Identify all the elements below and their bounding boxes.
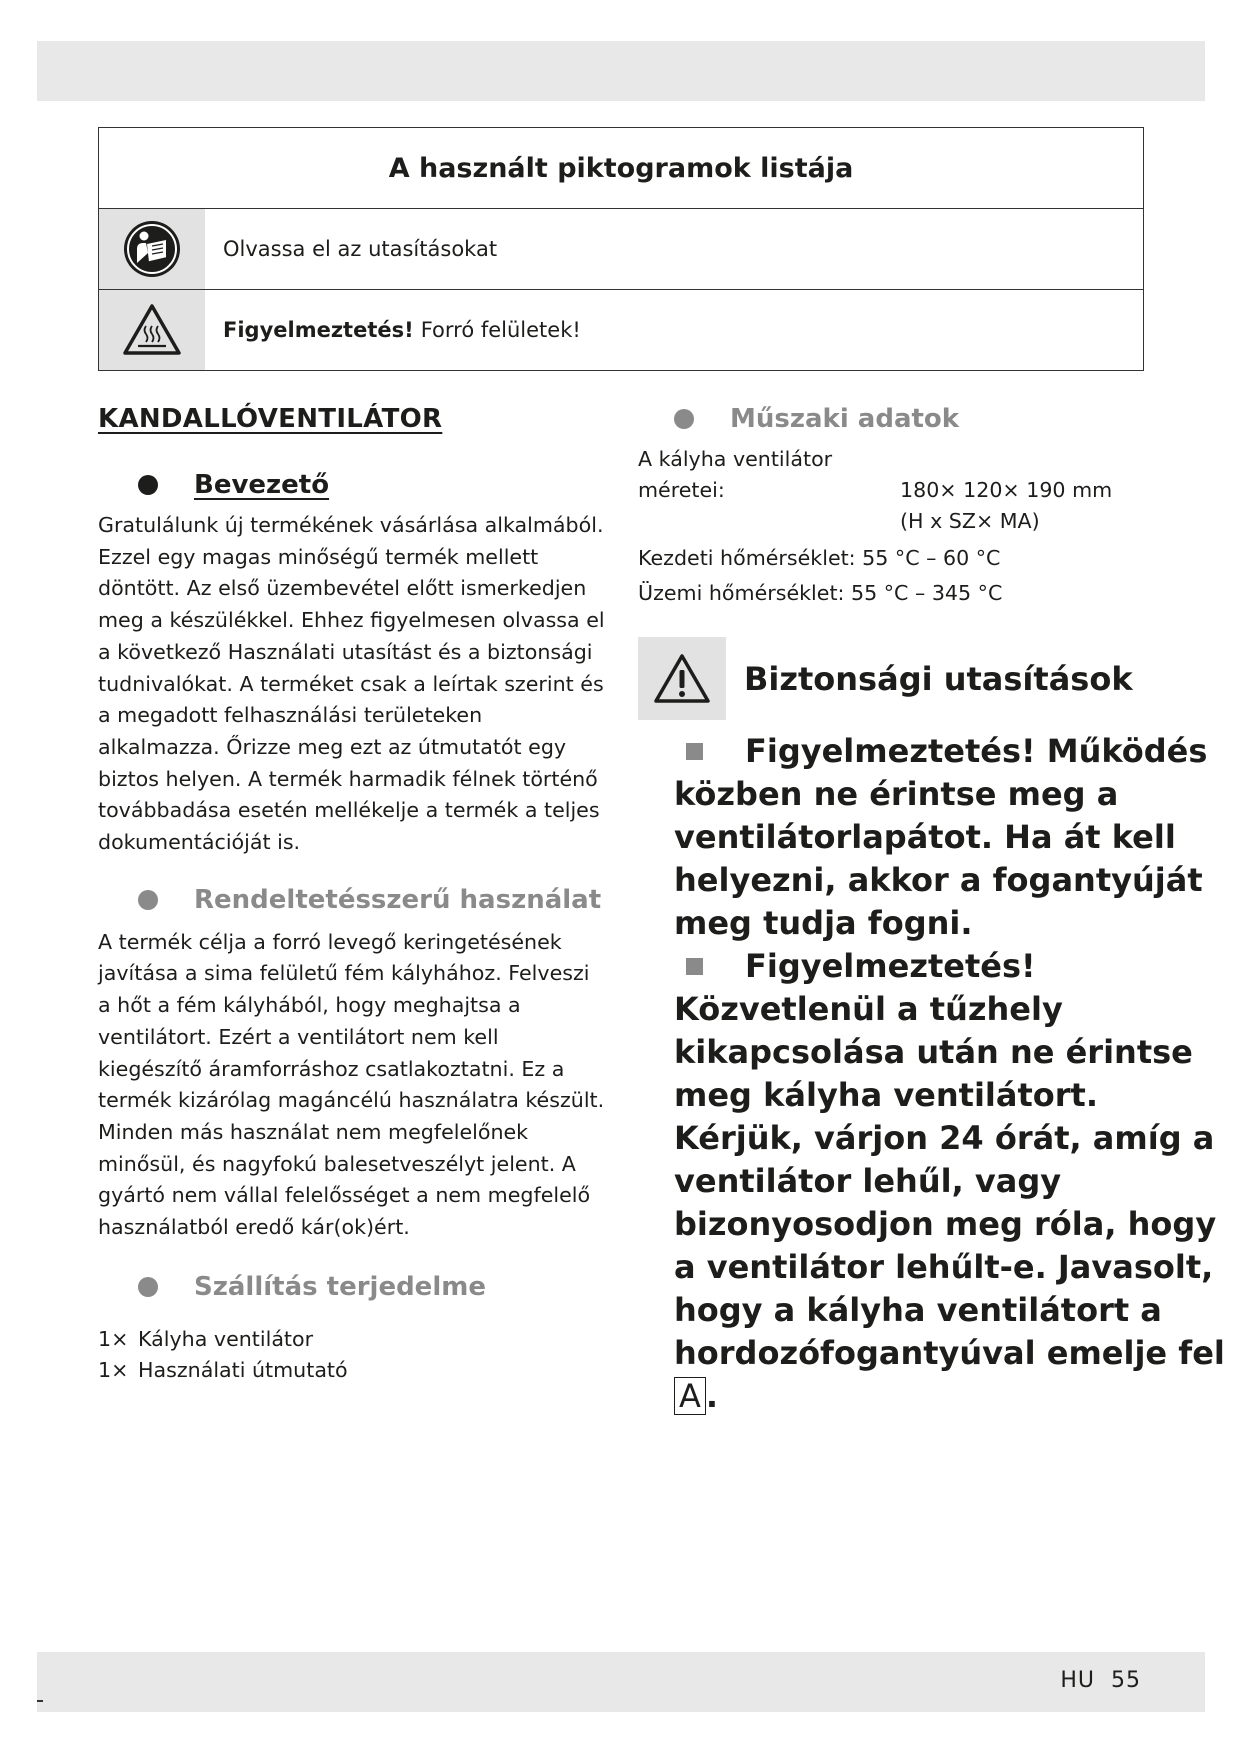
- footer-bar: [37, 1652, 1205, 1712]
- read-manual-icon: [122, 219, 182, 279]
- pictogram-table: [98, 127, 1144, 371]
- list-item: [98, 1324, 608, 1356]
- pictogram-icon-cell: [99, 290, 205, 370]
- page-index: 55: [1111, 1668, 1141, 1693]
- pictogram-row: [99, 289, 1143, 370]
- bullet-icon: [674, 409, 694, 429]
- hot-surface-warning-icon: [121, 302, 183, 358]
- safety-title: Biztonsági utasítások: [744, 659, 1133, 698]
- warning-triangle-icon: [652, 652, 712, 706]
- right-column: [638, 404, 1225, 1418]
- language-code: HU: [1060, 1668, 1095, 1693]
- intended-use-text: A termék célja a forró levegő keringetésének javítása a sima felületű fém kályhához. Felveszi a hőt a fém kályhából, hogy meghajtsa a ventilátort. Ezért a ventilátort nem kell kiegészítő áramforráshoz csatlakoztatni. Ez a termék kizárólag magáncélú használatra készült. Minden más használat nem megfelelőnek minősül, és nagyfokú balesetveszélyt jelent. A gyártó nem vállal felelősséget a nem megfelelő használatból eredő kár(ok)ért.: [98, 929, 605, 1240]
- safety-warning-item: Figyelmeztetés! Közvetlenül a tűzhely kikapcsolása után ne érintse meg kályha ventilátort. Kérjük, várjon 24 órát, amíg a ventilátor lehűl, vagy bizonyosodjon meg róla, hogy a ventilátor lehűlt-e. Javasolt, hogy a kályha ventilátort a hordozófogantyúval emelje fel A .: [674, 947, 1225, 1415]
- spec-unit: (H x SZ× MA): [900, 509, 1040, 533]
- pictogram-row: [99, 209, 1143, 289]
- pictogram-description-text: Forró felületek!: [420, 318, 581, 342]
- safety-heading: [638, 637, 1218, 720]
- item-label: Kályha ventilátor: [138, 1326, 314, 1351]
- bullet-icon: [138, 890, 158, 910]
- start-temperature: Kezdeti hőmérséklet: 55 °C – 60 °C: [638, 546, 1001, 570]
- spec-label: A kályha ventilátor: [638, 447, 833, 471]
- pictogram-description-text: Olvassa el az utasításokat: [223, 237, 498, 261]
- bullet-icon: [138, 475, 158, 495]
- list-item: [98, 1355, 608, 1387]
- left-column: [98, 404, 608, 1387]
- spec-label: méretei:: [638, 478, 725, 502]
- item-quantity: 1×: [98, 1358, 129, 1383]
- technical-data-heading: Műszaki adatok: [674, 404, 1218, 434]
- pictogram-description: [205, 209, 1143, 289]
- dimensions-spec: [638, 444, 1218, 537]
- figure-reference: A: [674, 1377, 706, 1415]
- intended-use-heading: Rendeltetésszerű használat: [138, 885, 608, 915]
- scope-of-delivery-heading: Szállítás terjedelme: [138, 1272, 608, 1302]
- spec-value: 180× 120× 190 mm: [900, 478, 1113, 502]
- operating-temperature: Üzemi hőmérséklet: 55 °C – 345 °C: [638, 581, 1003, 605]
- page-number: [1060, 1668, 1141, 1693]
- pictogram-table-title: A használt piktogramok listája: [99, 128, 1143, 209]
- pictogram-icon-cell: [99, 209, 205, 289]
- pictogram-description: [205, 290, 1143, 370]
- item-quantity: 1×: [98, 1326, 129, 1351]
- warning-icon-cell: [638, 637, 726, 720]
- bullet-icon: [138, 1277, 158, 1297]
- safety-warnings: [674, 730, 1234, 1418]
- square-bullet-icon: [686, 958, 703, 975]
- crop-mark: [37, 1700, 43, 1702]
- item-label: Használati útmutató: [138, 1358, 348, 1383]
- square-bullet-icon: [686, 743, 703, 760]
- scope-of-delivery-list: [98, 1324, 608, 1387]
- intro-heading: Bevezető: [138, 470, 608, 500]
- safety-warning-item: Figyelmeztetés! Működés közben ne érintse meg a ventilátorlapátot. Ha át kell helyezni, akkor a fogantyúját meg tudja fogni.: [674, 732, 1208, 942]
- header-bar: [37, 41, 1205, 101]
- intro-text: Gratulálunk új termékének vásárlása alkalmából. Ezzel egy magas minőségű termék mellett döntött. Az első üzembevétel előtt ismerkedjen meg a készülékkel. Ehhez figyelmesen olvassa el a következő Használati utasítást és a biztonsági tudnivalókat. A terméket csak a leírtak szerint és a megadott felhasználási területeken alkalmazza. Őrizze meg ezt az útmutatót egy biztos helyen. A termék harmadik félnek történő továbbadása esetén mellékelje a termék a teljes dokumentációját is.: [98, 513, 605, 855]
- pictogram-warning-label: Figyelmeztetés!: [223, 318, 414, 342]
- product-title: KANDALLÓVENTILÁTOR: [98, 404, 443, 434]
